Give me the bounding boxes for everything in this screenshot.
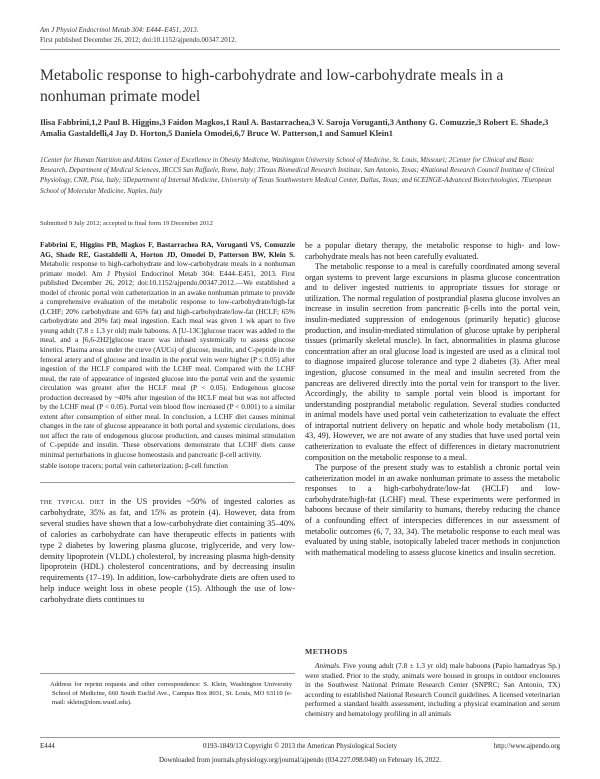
methods-text [305, 661, 560, 718]
intro-lead: the typical diet [40, 497, 105, 506]
correspondence-rule [40, 673, 295, 674]
affiliations: 1Center for Human Nutrition and Atkins Center of Excellence in Obesity Medicine, Washington University School of Medicine, St. Louis, Missouri; 2Center for Clinical and Basic Research, Department of Medical Sciences, IRCCS San Raffaele, Rome, Italy; 3Texas Biomedical Research Institute, San Antonio, Texas; 4National Research Council Institute of Clinical Physiology, CNR, Pisa, Italy; 5Department of Internal Medicine, University of Texas Southwestern Medical Center, Dallas, Texas; and 6CEINGE-Advanced Biotechnologies, 7European School of Molecular Medicine, Naples, Italy [40, 157, 555, 195]
journal-citation-line: Am J Physiol Endocrinol Metab 304: E444–E451, 2013. [40, 26, 199, 34]
abstract-citation-rest: Metabolic response to high-carbohydrate and low-carbohydrate meals in a nonhuman primate model. Am J Physiol Endocrinol Metab 304: E444–E451, 2013. First published December 26, 2012; doi:10.1152/ajpendo.00347.2012. [40, 259, 295, 288]
right-paragraph-1: be a popular dietary therapy, the metabolic response to high- and low-carbohydrate meals has not been carefully evaluated. [305, 241, 560, 261]
abstract-body: —We established a model of chronic portal vein catheterization in an awake nonhuman primate to provide a comprehensive evaluation of the metabolic response to low-carbohydrate/high-fat (LCHF; 20% carbohydrate and 65% fat) and high-carbohydrate/low-fat (HCLF; 65% carbohydrate and 20% fat) meal ingestion. Each meal was given 1 wk apart to five young adult (7.8 ± 1.3 yr old) male baboons. A [U-13C]glucose tracer was added to the meal, and a [6,6-2H2]glucose tracer was infused systemically to assess glucose kinetics. Plasma areas under the curve (AUCs) of glucose, insulin, and C-peptide in the femoral artery and of glucose and insulin in the portal vein were higher (P ≤ 0.05) after ingestion of the HCLF compared with the LCHF meal. Compared with the LCHF meal, the rate of appearance of ingested glucose into the portal vein and the systemic circulation was greater after the HCLF meal (P < 0.05). Endogenous glucose production decreased by ~40% after ingestion of the HCLF meal but was not affected by the LCHF meal (P < 0.05). Portal vein blood flow increased (P < 0.001) to a similar extent after consumption of either meal. In conclusion, a LCHF diet causes minimal changes in the rate of glucose appearance in both portal and systemic circulations, does not affect the rate of endogenous glucose production, and causes minimal stimulation of C-peptide and insulin. These observations demonstrate that LCHF diets cause minimal perturbations in glucose homeostasis and pancreatic β-cell activity. [40, 278, 296, 460]
issn-copyright: 0193-1849/13 Copyright © 2013 the American Physiological Society [202, 742, 398, 750]
methods-heading: METHODS [305, 647, 348, 656]
download-notice: Downloaded from journals.physiology.org/journal/ajpendo (034.227.098.040) on February 16, 2022. [158, 756, 442, 764]
right-paragraph-3: The purpose of the present study was to establish a chronic portal vein catheterization model in an awake nonhuman primate to assess the metabolic responses to a high-carbohydrate/low-fat (HCLF) and low-carbohydrate/high-fat (LCHF) meal. These experiments were performed in baboons because of their similarity to humans, thereby reducing the chance of a confounding effect of interspecies differences in our assessment of metabolic outcomes (6, 7, 33, 34). The metabolic response to each meal was evaluated by using stable, isotopically labeled tracer methods in conjunction with mathematical modeling to assess glucose kinetics and insulin secretion. [305, 463, 560, 557]
submission-dates: Submitted 9 July 2012; accepted in final form 19 December 2012 [40, 220, 213, 227]
right-column [305, 241, 560, 558]
author-list: Ilisa Fabbrini,1,2 Paul B. Higgins,3 Faidon Magkos,1 Raul A. Bastarrachea,3 V. Saroja Voruganti,3 Anthony G. Comuzzie,3 Robert E. Shade,3 Amalia Gastaldelli,4 Jay D. Horton,5 Daniela Omodei,6,7 Bruce W. Patterson,1 and Samuel Klein1 [40, 118, 549, 138]
right-paragraph-2: The metabolic response to a meal is carefully coordinated among several organ systems to prevent large excursions in plasma glucose concentration and to deliver ingested nutrients to appropriate tissues for storage or utilization. The normal regulation of postprandial plasma glucose involves an increase in insulin secretion from pancreatic β-cells into the portal vein, insulin-mediated suppression of endogenous (primarily hepatic) glucose production, and insulin-mediated stimulation of glucose uptake by peripheral tissues (primarily skeletal muscle). In fact, abnormalities in plasma glucose concentration after an oral glucose load is ingested are used as a clinical tool to diagnose impaired glucose tolerance and type 2 diabetes (3). After meal ingestion, glucose consumed in the meal and insulin secreted from the pancreas are delivered directly into the portal vein for transport to the liver. Accordingly, the ability to sample portal vein blood is important for understanding postprandial metabolic regulation. Several studies conducted in animal models have used portal vein catheterization to evaluate the effect of intraportal nutrient delivery on hepatic and whole body metabolism (11, 43, 49). However, we are not aware of any studies that have used portal vein catheterization to evaluate the effect of differences in dietary macronutrient composition on the metabolic response to a meal. [305, 262, 560, 462]
methods-body: Five young adult (7.8 ± 1.3 yr old) male baboons (Papio hamadryas Sp.) were studied. Prior to the study, animals were housed in groups in outdoor enclosures in the Southwest National Primate Research Center (SNPRC; San Antonio, TX) according to established National Research Council guidelines. A licensed veterinarian performed a standard health assessment, including a physical examination and serum chemistry and hematology profiling in all animals [305, 661, 560, 718]
header-rule [40, 49, 560, 50]
intro-text: in the US provides ~50% of ingested calories as carbohydrate, 35% as fat, and 15% as protein (4). However, data from several studies have shown that a low-carbohydrate diet containing 35–40% of calories as carbohydrate can have therapeutic effects in patients with type 2 diabetes by lowering plasma glucose, triglyceride, and very low-density lipoprotein (VLDL) cholesterol, by increasing plasma high-density lipoprotein (HDL) cholesterol concentrations, and by decreasing insulin requirements (17–19). In addition, low-carbohydrate diets are often used to help induce weight loss in obese people (15). Although the use of low-carbohydrate diets continues to [40, 497, 295, 605]
journal-url[interactable]: http://www.ajpendo.org [493, 742, 560, 750]
abstract-citation-authors: Fabbrini E, Higgins PB, Magkos F, Bastarrachea RA, Voruganti VS, Comuzzie AG, Shade RE, Gastaldelli A, Horton JD, Omodei D, Patterson BW, Klein S. [40, 240, 295, 259]
article-title: Metabolic response to high-carbohydrate and low-carbohydrate meals in a nonhuman primate model [40, 67, 504, 105]
page-number: E444 [40, 742, 55, 750]
correspondence: Address for reprint requests and other correspondence: S. Klein, Washington University School of Medicine, 660 South Euclid Ave., Campus Box 8031, St. Louis, MO 63110 (e-mail: sklein@dom.wustl.edu). [50, 681, 292, 706]
keywords: stable isotope tracers; portal vein catheterization; β-cell function [40, 461, 228, 470]
footer-rule [40, 737, 560, 738]
methods-lead: Animals. [315, 661, 341, 670]
journal-header [40, 26, 237, 45]
introduction [40, 497, 295, 606]
abstract-rule [40, 482, 295, 483]
abstract [40, 240, 295, 460]
first-published-line: First published December 26, 2012; doi:10.1152/ajpendo.00347.2012. [40, 35, 237, 44]
